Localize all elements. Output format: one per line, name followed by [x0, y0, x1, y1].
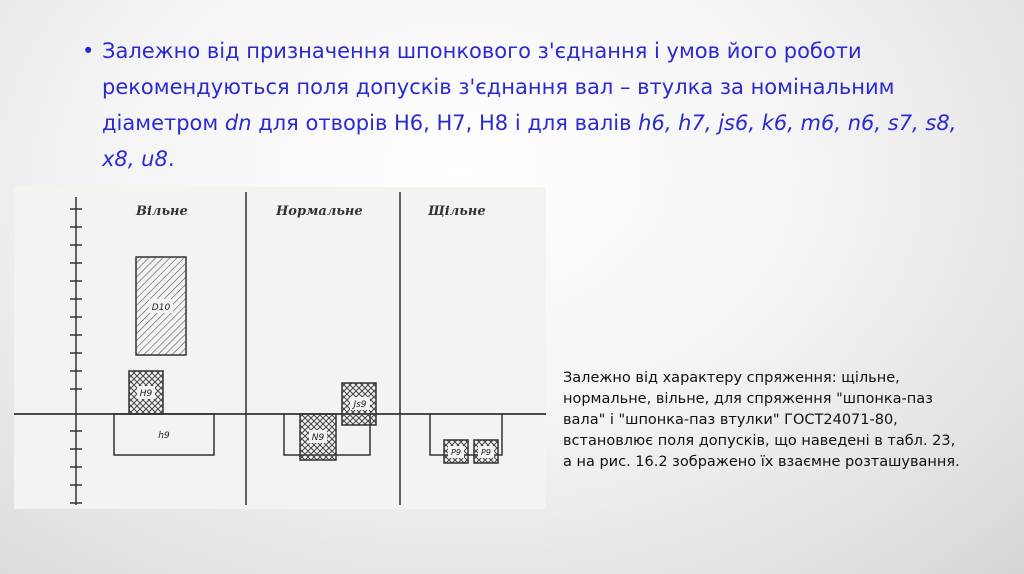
bullet-text-middle: для отворів Н6, Н7, Н8 і для валів: [251, 111, 639, 135]
column-header-normal: Нормальне: [276, 204, 363, 219]
nominal-diameter-symbol: dn: [224, 111, 252, 135]
shaft-fields-list: h6, h7, js6, k6, m6, n6, s7, s8, x8, u8: [102, 111, 957, 171]
column-header-tight: Щільне: [428, 204, 486, 219]
bullet-marker: •: [82, 39, 95, 63]
column-header-free: Вільне: [136, 204, 188, 219]
field-d10-label: D10: [151, 303, 171, 313]
bullet-text-end: .: [167, 147, 175, 171]
bullet-text-start: Залежно від призначення шпонкового з'єднання і умов його роботи рекомендуються поля допусків з'єднання вал – втулка за номінальним діаметром: [102, 39, 895, 135]
field-js9-label: Js9: [353, 400, 367, 410]
field-h9-label: H9: [139, 389, 153, 399]
field-p9-shaft-label: P9: [481, 448, 491, 457]
field-p9-hole-label: P9: [451, 448, 461, 457]
field-n9-label: N9: [311, 433, 325, 443]
bullet-text: [82, 33, 962, 177]
diagram-svg: [14, 187, 546, 509]
description-note: Залежно від характеру спряження: щільне, нормальне, вільне, для спряження "шпонка-паз вала" і "шпонка-паз втулки" ГОСТ24071-80, встановлює поля допусків, що наведені в табл. 23, а на рис. 16.2 зображено їх взаємне розташування.: [563, 370, 960, 470]
field-h9-shaft-label: h9: [158, 431, 170, 441]
tolerance-fields-diagram: [14, 187, 546, 509]
bullet-paragraph: [82, 33, 962, 177]
